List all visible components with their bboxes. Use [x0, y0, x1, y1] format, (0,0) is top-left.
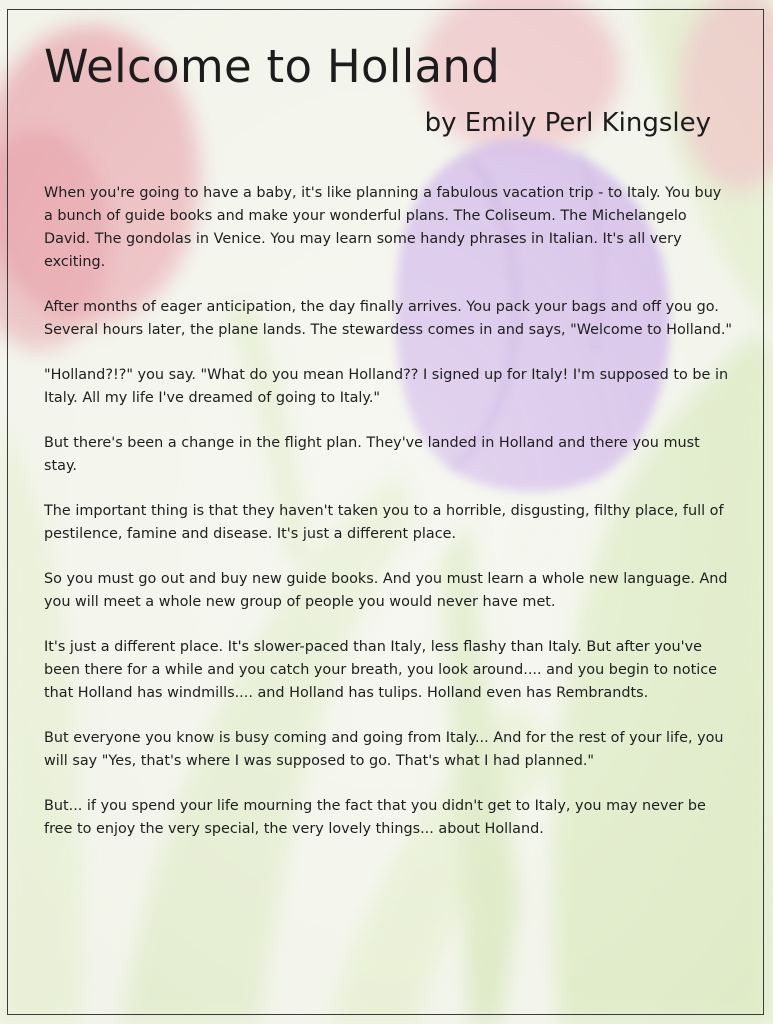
poem-title: Welcome to Holland — [44, 40, 501, 93]
paragraph: So you must go out and buy new guide books. And you must learn a whole new language. And you will meet a whole new group of people you would never have met. — [44, 571, 728, 610]
paragraph: But... if you spend your life mourning the fact that you didn't get to Italy, you may never be free to enjoy the very special, the very lovely things... about Holland. — [44, 798, 706, 837]
paragraph: The important thing is that they haven't taken you to a horrible, disgusting, filthy place, full of pestilence, famine and disease. It's just a different place. — [44, 503, 724, 542]
paragraph: After months of eager anticipation, the day finally arrives. You pack your bags and off you go. Several hours later, the plane lands. The stewardess comes in and says, "Welcome to Holland." — [44, 299, 733, 338]
paragraph: It's just a different place. It's slower-paced than Italy, less flashy than Italy. But after you've been there for a while and you catch your breath, you look around.... and you begin to notice that Holland has windmills.... and Holland has tulips. Holland even has Rembrandts. — [44, 639, 717, 701]
poem-author: by Emily Perl Kingsley — [424, 108, 711, 138]
poem-body — [44, 182, 734, 863]
paragraph: But there's been a change in the flight plan. They've landed in Holland and there you must stay. — [44, 435, 700, 474]
paragraph: "Holland?!?" you say. "What do you mean Holland?? I signed up for Italy! I'm supposed to be in Italy. All my life I've dreamed of going to Italy." — [44, 367, 729, 406]
paragraph: When you're going to have a baby, it's like planning a fabulous vacation trip - to Italy. You buy a bunch of guide books and make your wonderful plans. The Coliseum. The Michelangelo David. The gondolas in Venice. You may learn some handy phrases in Italian. It's all very exciting. — [44, 185, 722, 270]
paragraph: But everyone you know is busy coming and going from Italy... And for the rest of your life, you will say "Yes, that's where I was supposed to go. That's what I had planned." — [44, 730, 724, 769]
